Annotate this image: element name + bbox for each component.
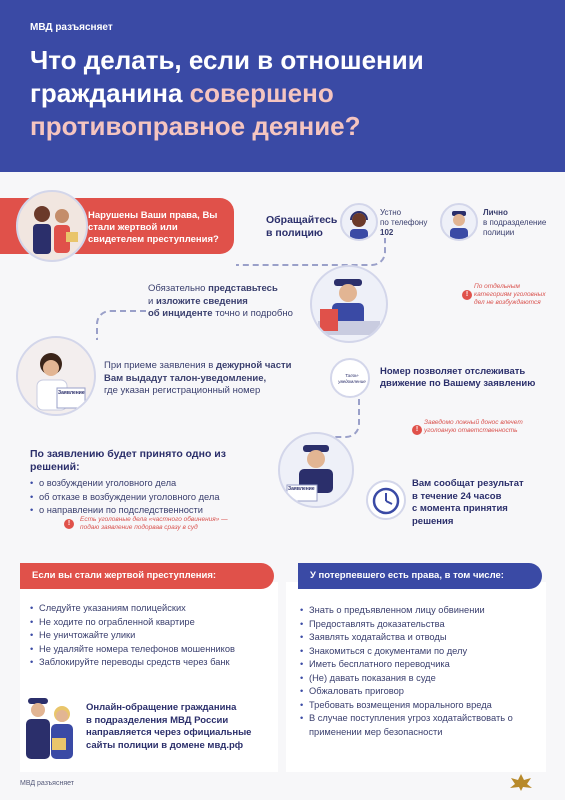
- phone-operator-illustration: [340, 203, 378, 241]
- headset-operator-icon: [344, 209, 374, 241]
- flow-connector: [96, 310, 146, 340]
- decisions-list: [30, 477, 270, 518]
- list-item: • (Не) давать показания в суде: [300, 672, 540, 686]
- decisions-title: По заявлению будет принято одно из решений:: [30, 448, 226, 473]
- list-item: • В случае поступления угроз ходатайствовать о применении мер безопасности: [300, 712, 540, 739]
- woman-figure-icon: [21, 344, 91, 416]
- coupon-illustration: [330, 358, 370, 398]
- officer-desk-icon: [314, 271, 384, 341]
- decisions-block: [30, 448, 270, 518]
- footer-text: МВД разъясняет: [20, 780, 74, 787]
- result-text: Вам сообщат результат в течение 24 часов с момента принятия решения: [412, 478, 524, 527]
- list-item: • об отказе в возбуждении уголовного дела: [30, 491, 270, 505]
- header-banner: [0, 0, 565, 172]
- list-item: • Иметь бесплатного переводчика: [300, 658, 540, 672]
- couple-figure-icon: [22, 198, 82, 262]
- list-item: • Заблокируйте переводы средств через банк: [30, 656, 275, 670]
- list-item: • Не удаляйте номера телефонов мошенников: [30, 643, 275, 657]
- application-label: Заявление: [288, 486, 315, 492]
- police-couple-icon: [22, 694, 78, 764]
- present-yourself-text: Обязательно представьтесь и изложите сведения об инциденте точно и подробно: [148, 283, 293, 319]
- list-item: • Требовать возмещения морального вреда: [300, 699, 540, 713]
- list-item: • о направлении по подследственности: [30, 504, 270, 518]
- phone-contact-text: Устно по телефону 102: [380, 208, 428, 237]
- clock-illustration: [366, 480, 406, 520]
- warning-icon: !: [412, 425, 422, 435]
- tracking-text: Номер позволяет отслеживать движение по Вашему заявлению: [380, 366, 536, 389]
- application-label: Заявление: [58, 390, 85, 396]
- duty-station-illustration: [310, 265, 388, 343]
- police-officer-illustration: [440, 203, 478, 241]
- victim-advice-list: [30, 602, 275, 670]
- step2-note: По отдельным категориям уголовных дел не возбуждаются: [474, 283, 546, 306]
- rights-panel-header: У потерпевшего есть права, в том числе:: [298, 563, 542, 589]
- coupon-label: Талон-уведомление: [338, 373, 366, 384]
- witness-people-illustration: [16, 190, 88, 262]
- private-prosecution-note: Есть уголовные дела «частного обвинения» — подаю заявление подорвав сразу в суд: [80, 516, 228, 531]
- list-item: • Знакомиться с документами по делу: [300, 645, 540, 659]
- officer-with-documents-icon: [283, 439, 349, 505]
- victim-panel: [20, 582, 278, 772]
- list-item: • Не ходите по ограбленной квартире: [30, 616, 275, 630]
- header-kicker: МВД разъясняет: [30, 22, 113, 33]
- page-title: Что делать, если в отношении гражданина совершено противоправное деяние?: [30, 45, 424, 141]
- step1-question-pill: Нарушены Ваши права, Вы стали жертвой или свидетелем преступления?: [0, 198, 234, 254]
- list-item: • Заявлять ходатайства и отводы: [300, 631, 540, 645]
- personal-contact-text: Лично в подразделение полиции: [483, 208, 547, 237]
- coupon-info-text: При приеме заявления в дежурной части Вам выдадут талон-уведомление, где указан регистрационный номер: [104, 360, 292, 396]
- list-item: • Обжаловать приговор: [300, 685, 540, 699]
- online-appeal-text: Онлайн-обращение гражданина в подразделения МВД России направляется через официальные сайты полиции в домене мвд.рф: [86, 702, 252, 751]
- rights-panel: [286, 582, 546, 772]
- rights-list: [300, 604, 540, 739]
- police-officer-icon: [444, 208, 474, 240]
- contact-police-title: Обращайтесь в полицию: [266, 214, 338, 239]
- list-item: • о возбуждении уголовного дела: [30, 477, 270, 491]
- clock-icon: [371, 486, 401, 516]
- officer-desk-illustration: [278, 432, 354, 508]
- warning-icon: !: [462, 290, 472, 300]
- list-item: • Следуйте указаниям полицейских: [30, 602, 275, 616]
- list-item: • Предоставлять доказательства: [300, 618, 540, 632]
- list-item: • Не уничтожайте улики: [30, 629, 275, 643]
- tracking-note: Заведомо ложный донос влечет уголовную ответственность: [424, 419, 523, 434]
- list-item: • Знать о предъявленном лицу обвинении: [300, 604, 540, 618]
- victim-panel-header: Если вы стали жертвой преступления:: [20, 563, 274, 589]
- flow-connector: [236, 238, 386, 266]
- mvd-emblem-icon: [508, 772, 534, 792]
- applicant-woman-illustration: [16, 336, 96, 416]
- warning-icon: !: [64, 519, 74, 529]
